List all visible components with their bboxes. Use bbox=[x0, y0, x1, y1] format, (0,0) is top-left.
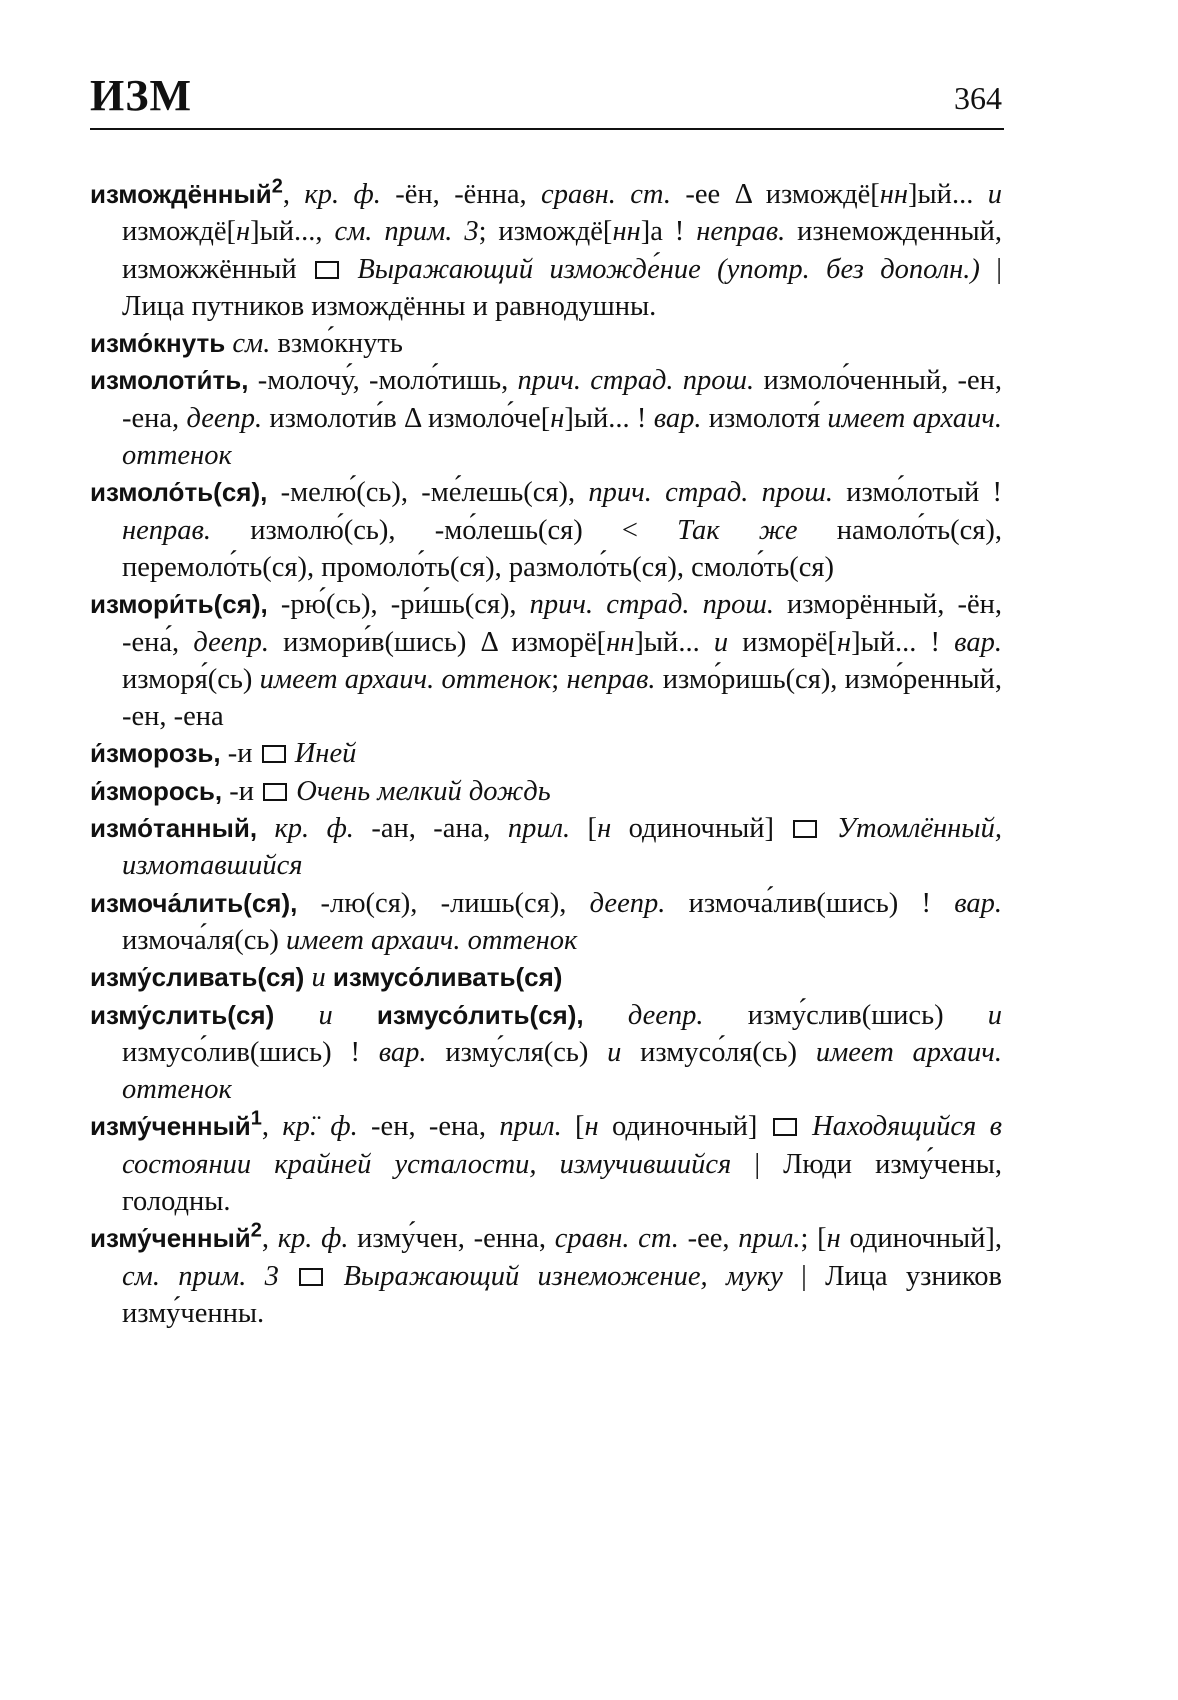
homonym-number: 2 bbox=[271, 175, 283, 198]
definition-box-icon bbox=[299, 1268, 323, 1286]
italic-label: вар. bbox=[954, 887, 1002, 919]
definition-box-icon bbox=[263, 783, 287, 801]
italic-label: вар. bbox=[378, 1036, 427, 1068]
text: -ен, -ена, bbox=[357, 1111, 500, 1143]
italic-label: нн bbox=[612, 216, 641, 248]
italic-label: кр. ф. bbox=[277, 1223, 349, 1255]
dictionary-entry bbox=[90, 586, 1002, 735]
text: -и bbox=[220, 738, 260, 770]
text: измолоти́в Δ измоло́че[ bbox=[262, 402, 551, 434]
dictionary-entry bbox=[90, 1108, 1002, 1220]
italic-label: см. прим. 3 bbox=[334, 216, 479, 248]
italic-label: имеет архаич. оттенок bbox=[259, 663, 552, 695]
text: [ bbox=[561, 1111, 585, 1143]
text: изморённый, -ён, -ена́, bbox=[122, 589, 1002, 658]
headword: измусо́лить(ся), bbox=[376, 999, 584, 1030]
definition-box-icon bbox=[262, 745, 286, 763]
text: -лю(ся), -лишь(ся), bbox=[297, 887, 590, 919]
headword: изму́ченный bbox=[90, 1223, 251, 1254]
text bbox=[584, 1000, 628, 1031]
headword: измусо́ливать(ся) bbox=[332, 962, 563, 993]
text: -рю́(сь), -ри́шь(ся), bbox=[267, 589, 530, 621]
italic-label: н bbox=[826, 1223, 841, 1255]
italic-label: имеет архаич. оттенок bbox=[122, 1036, 1002, 1106]
text: , bbox=[282, 179, 305, 210]
italic-label: прич. страд. прош. bbox=[588, 477, 834, 509]
dictionary-entry bbox=[90, 362, 1002, 474]
italic-label: и bbox=[987, 999, 1003, 1031]
dictionary-entry bbox=[90, 735, 1002, 772]
italic-label: прил. bbox=[738, 1223, 801, 1255]
text: ]ый... ! bbox=[851, 626, 955, 658]
text: изнеможденный, изможжённый bbox=[122, 216, 1003, 285]
text: ]а ! bbox=[640, 216, 697, 248]
text bbox=[288, 738, 295, 769]
text: изму́чен, -енна, bbox=[348, 1223, 555, 1255]
italic-label: и bbox=[987, 179, 1002, 210]
italic-label: прил. bbox=[507, 813, 571, 845]
dictionary-entry bbox=[90, 1220, 1002, 1332]
text: измо́ришь(ся), измо́ренный, -ен, -ена bbox=[122, 663, 1002, 733]
text: намоло́ть(ся), перемоло́ть(ся), промоло́ть(ся), размоло́ть(ся), смоло́ть(ся) bbox=[122, 514, 1002, 583]
text: измусо́ля(сь) bbox=[621, 1036, 816, 1068]
text: | Лица узников изму́ченны. bbox=[122, 1260, 1003, 1329]
text: , bbox=[261, 1223, 278, 1255]
text bbox=[799, 1111, 812, 1142]
italic-label: и bbox=[713, 626, 729, 658]
dictionary-entry bbox=[90, 325, 1002, 362]
italic-label: прич. страд. прош. bbox=[529, 589, 774, 621]
text: ]ый... bbox=[908, 179, 988, 210]
headword: измо́танный, bbox=[90, 813, 258, 844]
text: изморё[ bbox=[728, 626, 837, 658]
italic-label: см. bbox=[232, 328, 271, 360]
text: измоча́ля(сь) bbox=[122, 924, 286, 956]
italic-label: и bbox=[311, 962, 326, 994]
headword: измолоти́ть, bbox=[90, 365, 249, 396]
text: -мелю́(сь), -ме́лешь(ся), bbox=[267, 477, 589, 509]
dictionary-entry bbox=[90, 997, 1002, 1109]
italic-label: Иней bbox=[294, 738, 357, 770]
italic-label: вар. bbox=[954, 626, 1002, 658]
text: измолю́(сь), -мо́лешь(ся) < bbox=[211, 514, 678, 546]
text: ]ый... bbox=[634, 626, 714, 658]
headword: и́зморозь, bbox=[90, 738, 221, 769]
italic-label: Выражающий изнеможение, муку bbox=[343, 1260, 783, 1292]
italic-label: н bbox=[837, 626, 852, 658]
text: ]ый... ! bbox=[564, 402, 654, 434]
italic-label: прил. bbox=[499, 1111, 562, 1143]
definition-box-icon bbox=[793, 820, 817, 838]
italic-label: и bbox=[607, 1036, 622, 1068]
headword: измо́кнуть bbox=[90, 328, 226, 359]
headword: измоло́ть(ся), bbox=[90, 477, 268, 508]
text: взмо́кнуть bbox=[270, 328, 403, 360]
text: [ bbox=[570, 813, 598, 845]
text: ; измождё[ bbox=[478, 216, 613, 248]
italic-label: сравн. ст. bbox=[541, 179, 671, 210]
text bbox=[333, 1000, 377, 1031]
italic-label: нн bbox=[879, 179, 909, 210]
page-number: 364 bbox=[954, 80, 1002, 116]
italic-label: Находящийся в состоянии крайней усталости, измучившийся bbox=[122, 1111, 1002, 1180]
text bbox=[819, 813, 836, 844]
definition-box-icon bbox=[315, 261, 339, 279]
italic-label: н bbox=[597, 813, 612, 845]
italic-label: неправ. bbox=[696, 216, 786, 248]
text: измори́в(шись) Δ изморё[ bbox=[269, 626, 607, 658]
text bbox=[325, 1261, 343, 1292]
text: измо́лотый ! bbox=[833, 477, 1002, 509]
italic-label: вар. bbox=[653, 402, 702, 434]
text bbox=[257, 813, 274, 844]
text: ; [ bbox=[800, 1223, 827, 1255]
italic-label: прич. страд. прош. bbox=[517, 365, 755, 397]
italic-label: кр̈. ф. bbox=[282, 1111, 358, 1143]
italic-label: и bbox=[318, 999, 333, 1031]
italic-label: Выражающий изможде́ние (употр. без дополн.) bbox=[357, 253, 980, 285]
dictionary-entry bbox=[90, 176, 1002, 325]
text: ; bbox=[551, 663, 567, 695]
italic-label: имеет архаич. оттенок bbox=[122, 402, 1002, 472]
italic-label: деепр. bbox=[186, 402, 263, 434]
italic-label: Утомлённый, измотавшийся bbox=[122, 813, 1002, 882]
headword: измори́ть(ся), bbox=[90, 589, 268, 620]
italic-label: н bbox=[550, 402, 565, 434]
dictionary-entry bbox=[90, 810, 1002, 885]
text: -ее, bbox=[678, 1223, 739, 1255]
text: одиночный] bbox=[611, 813, 792, 845]
dictionary-entry bbox=[90, 773, 1002, 810]
text: -ён, -ённа, bbox=[380, 179, 542, 210]
text: изму́сля(сь) bbox=[426, 1036, 608, 1068]
dictionary-entry bbox=[90, 474, 1002, 586]
headword: изму́слить(ся) bbox=[90, 999, 275, 1030]
italic-label: неправ. bbox=[122, 514, 212, 546]
headword: изму́ченный bbox=[90, 1111, 251, 1142]
italic-label: кр. ф. bbox=[304, 179, 381, 210]
definition-box-icon bbox=[773, 1118, 797, 1136]
text: одиночный], bbox=[840, 1223, 1002, 1255]
text: измоло́ченный, -ен, -ена, bbox=[122, 365, 1002, 434]
italic-label: Очень мелкий дождь bbox=[296, 775, 551, 807]
text bbox=[279, 1261, 297, 1292]
text: -молочу́, -моло́тишь, bbox=[248, 365, 518, 397]
text: одиночный] bbox=[598, 1111, 771, 1143]
headword: измоча́лить(ся), bbox=[90, 887, 298, 918]
homonym-number: 2 bbox=[250, 1219, 262, 1242]
italic-label: сравн. ст. bbox=[554, 1223, 679, 1255]
dictionary-entry bbox=[90, 959, 1002, 996]
italic-label: н bbox=[584, 1111, 599, 1143]
italic-label: нн bbox=[606, 626, 635, 658]
dictionary-entries bbox=[90, 176, 1002, 1332]
text: ]ый..., bbox=[250, 216, 335, 248]
text: -ее Δ измождё[ bbox=[670, 179, 880, 210]
text: измусо́лив(шись) ! bbox=[122, 1036, 379, 1068]
italic-label: деепр. bbox=[193, 626, 270, 658]
headword: и́зморось, bbox=[90, 775, 223, 806]
text: измолотя́ bbox=[701, 402, 828, 434]
italic-label: Так же bbox=[677, 514, 798, 546]
headword: изму́сливать(ся) bbox=[90, 962, 305, 993]
header-rule bbox=[90, 128, 1004, 130]
italic-label: деепр. bbox=[589, 887, 666, 919]
italic-label: имеет архаич. оттенок bbox=[285, 924, 578, 956]
text: -ан, -ана, bbox=[353, 813, 508, 845]
headword-guide: ИЗМ bbox=[90, 71, 192, 120]
text: | Люди изму́чены, голодны. bbox=[122, 1148, 1002, 1218]
dictionary-entry bbox=[90, 885, 1002, 960]
headword: измождённый bbox=[90, 179, 272, 209]
text: измоча́лив(шись) ! bbox=[665, 887, 955, 919]
text: изму́слив(шись) bbox=[703, 999, 988, 1031]
homonym-number: 1 bbox=[250, 1107, 262, 1130]
italic-label: неправ. bbox=[566, 663, 656, 695]
text: изморя́(сь) bbox=[122, 663, 260, 695]
italic-label: деепр. bbox=[627, 999, 704, 1031]
italic-label: кр. ф. bbox=[274, 813, 354, 845]
italic-label: н bbox=[236, 216, 251, 248]
text: измождё[ bbox=[122, 216, 237, 248]
italic-label: см. прим. 3 bbox=[122, 1260, 279, 1292]
text: , bbox=[261, 1111, 283, 1143]
text bbox=[326, 962, 333, 993]
text: | Лица путников измождённы и равнодушны. bbox=[122, 253, 1002, 322]
text bbox=[274, 1000, 318, 1031]
text bbox=[341, 254, 357, 285]
text: -и bbox=[222, 775, 262, 807]
